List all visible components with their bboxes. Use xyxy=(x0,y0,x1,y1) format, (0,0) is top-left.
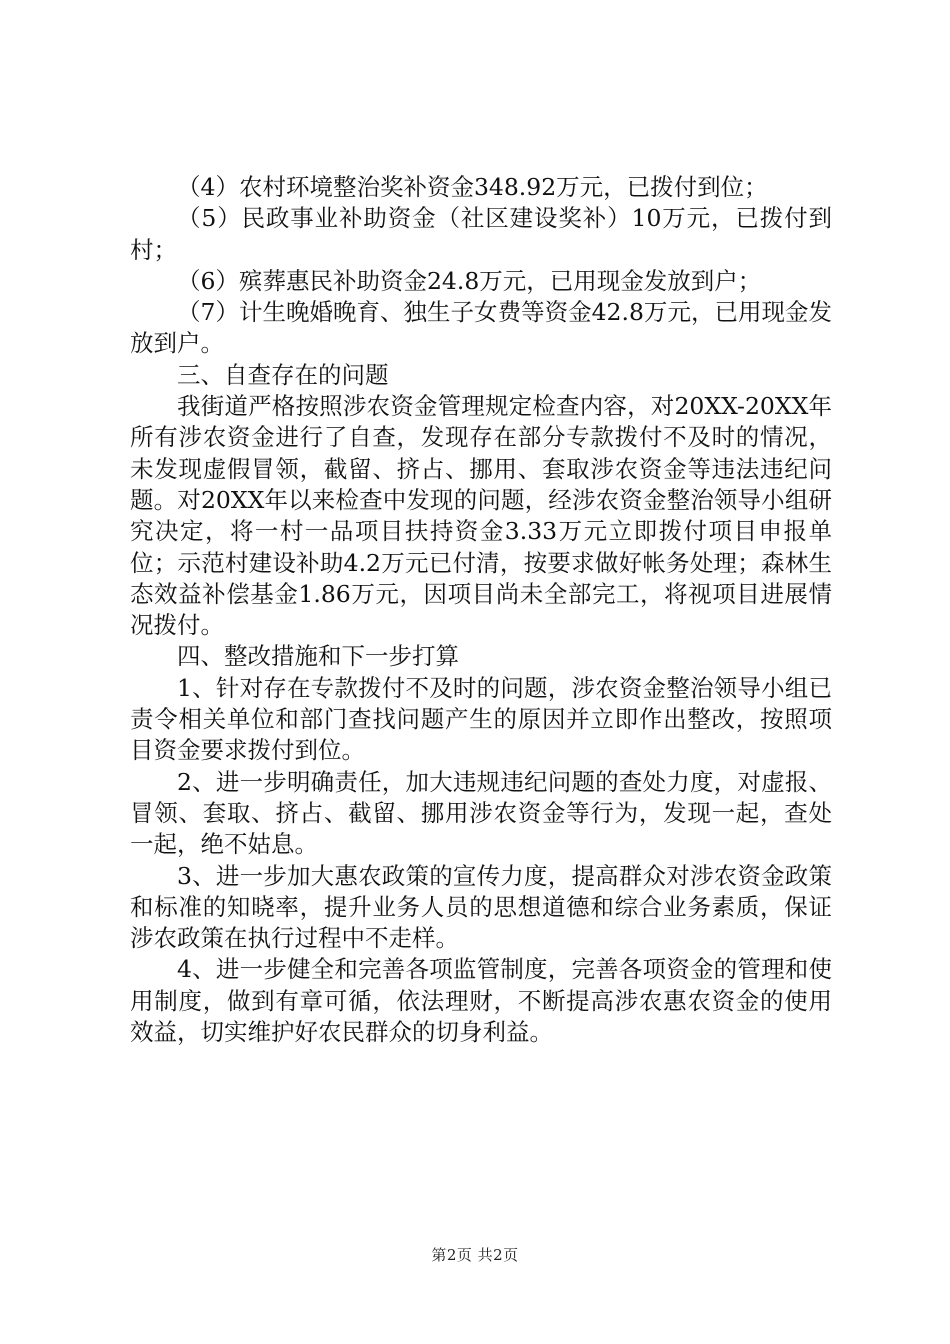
paragraph-measure-3: 3、进一步加大惠农政策的宣传力度，提高群众对涉农资金政策和标准的知晓率，提升业务人员的思想道德和综合业务素质，保证涉农政策在执行过程中不走样。 xyxy=(130,861,832,953)
paragraph-measure-1: 1、针对存在专款拨付不及时的问题，涉农资金整治领导小组已责令相关单位和部门查找问题产生的原因并立即作出整改，按照项目资金要求拨付到位。 xyxy=(130,673,832,765)
paragraph-measure-4: 4、进一步健全和完善各项监管制度，完善各项资金的管理和使用制度，做到有章可循，依法理财，不断提高涉农惠农资金的使用效益，切实维护好农民群众的切身利益。 xyxy=(130,955,832,1047)
page-number-footer: 第2页 共2页 xyxy=(431,1246,519,1264)
paragraph-measure-2: 2、进一步明确责任，加大违规违纪问题的查处力度，对虚报、冒领、套取、挤占、截留、挪用涉农资金等行为，发现一起，查处一起，绝不姑息。 xyxy=(130,767,832,859)
paragraph-self-check-details: 我街道严格按照涉农资金管理规定检查内容，对20XX-20XX年所有涉农资金进行了自查，发现存在部分专款拨付不及时的情况，未发现虚假冒领，截留、挤占、挪用、套取涉农资金等违法违纪问题。对20XX年以来检查中发现的问题，经涉农资金整治领导小组研究决定，将一村一品项目扶持资金3.33万元立即拨付项目申报单位；示范村建设补助4.2万元已付清，按要求做好帐务处理；森林生态效益补偿基金1.86万元，因项目尚未全部完工，将视项目进展情况拨付。 xyxy=(130,392,832,640)
paragraph-item-7-fund: （7）计生晚婚晚育、独生子女费等资金42.8万元，已用现金发放到户。 xyxy=(130,298,832,358)
section-heading-rectification-measures: 四、整改措施和下一步打算 xyxy=(177,642,459,671)
paragraph-item-5-fund: （5）民政事业补助资金（社区建设奖补）10万元，已拨付到村； xyxy=(130,204,832,264)
paragraph-item-6-fund: （6）殡葬惠民补助资金24.8万元，已用现金发放到户； xyxy=(177,266,762,295)
document-body xyxy=(130,172,832,1048)
paragraph-item-4-fund: （4）农村环境整治奖补资金348.92万元，已拨付到位； xyxy=(177,173,768,201)
section-heading-self-check-problems: 三、自查存在的问题 xyxy=(177,360,389,389)
